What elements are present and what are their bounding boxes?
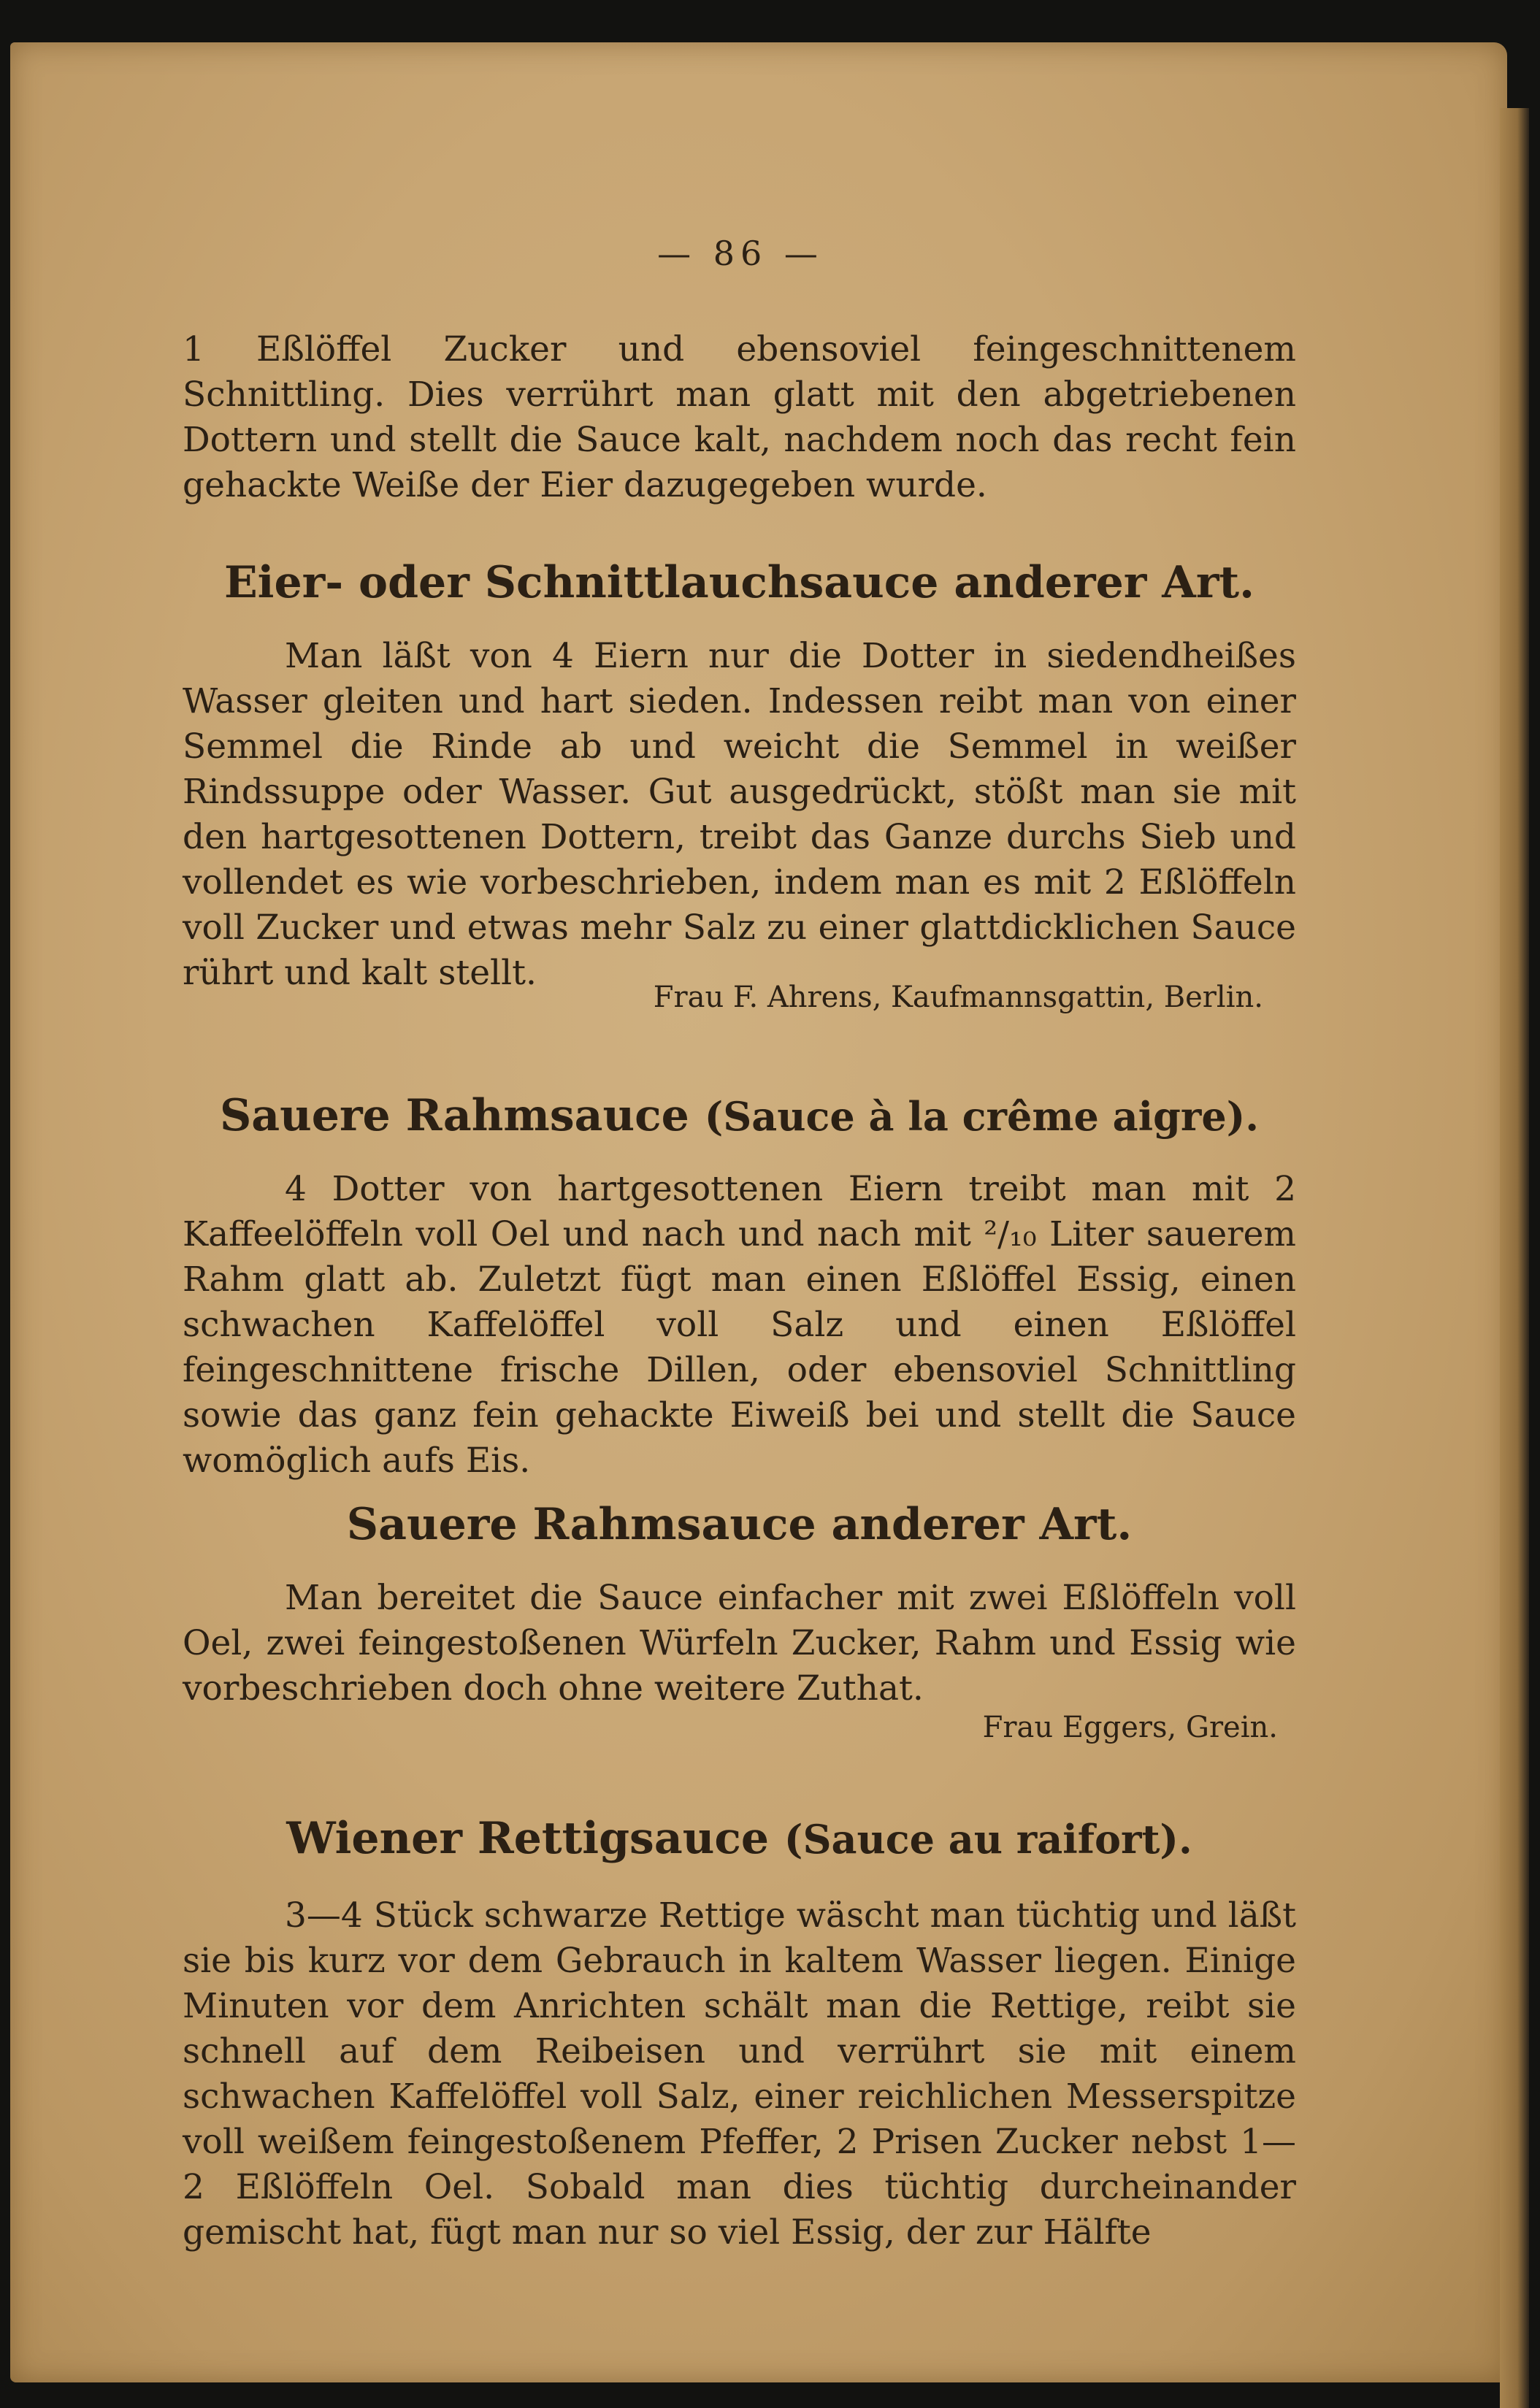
eier-sauce-credit: Frau F. Ahrens, Kaufmannsgattin, Berlin. xyxy=(653,981,1263,1014)
eier-sauce-paragraph: Man läßt von 4 Eiern nur die Dotter in siedendheißes Wasser gleiten und hart sieden. Indessen reibt man von einer Semmel die Rinde ab und weicht die Semmel in weißer Rindssuppe oder Wasser. Gut ausgedrückt, stößt man sie mit den hartgesottenen Dottern, treibt das Ganze durchs Sieb und vollendet es wie vorbeschrieben, indem man es mit 2 Eßlöffeln voll Zucker und etwas mehr Salz zu einer glattdicklichen Sauce rührt und kalt stellt. xyxy=(183,636,1296,993)
intro-paragraph: 1 Eßlöffel Zucker und ebensoviel feingeschnittenem Schnittling. Dies verrührt man glatt mit den abgetriebenen Dottern und stellt die Sauce kalt, nachdem noch das recht fein gehackte Weiße der Eier dazugegeben wurde. xyxy=(183,329,1296,505)
rettigsauce-paragraph: 3—4 Stück schwarze Rettige wäscht man tüchtig und läßt sie bis kurz vor dem Gebrauch in kaltem Wasser liegen. Einige Minuten vor dem Anrichten schält man die Rettige, reibt sie schnell auf dem Reibeisen und verrührt sie mit einem schwachen Kaffelöffel voll Salz, einer reichlichen Messerspitze voll weißem feingestoßenem Pfeffer, 2 Prisen Zucker nebst 1—2 Eßlöffeln Oel. Sobald man dies tüchtig durcheinander gemischt hat, fügt man nur so viel Essig, der zur Hälfte xyxy=(183,1895,1296,2252)
heading-rettigsauce-latin: (Sauce au raifort). xyxy=(784,1816,1192,1863)
heading-rahmsauce xyxy=(183,1086,1296,1146)
heading-rahmsauce-title: Sauere Rahmsauce xyxy=(219,1090,689,1141)
rahmsauce-anderer-credit: Frau Eggers, Grein. xyxy=(982,1711,1278,1744)
rahmsauce-paragraph: 4 Dotter von hartgesottenen Eiern treibt man mit 2 Kaffeelöffeln voll Oel und nach und nach mit ²/₁₀ Liter sauerem Rahm glatt ab. Zuletzt fügt man einen Eßlöffel Essig, einen schwachen Kaffelöffel voll Salz und einen Eßlöffel feingeschnittene frische Dillen, oder ebensoviel Schnittling sowie das ganz fein gehackte Eiweiß bei und stellt die Sauce womöglich aufs Eis. xyxy=(183,1169,1296,1481)
page-number: — 86 — xyxy=(657,234,824,273)
heading-rahmsauce-latin: (Sauce à la crême aigre). xyxy=(704,1093,1260,1140)
page-fold-shadow xyxy=(1500,108,1529,2408)
heading-rettigsauce xyxy=(183,1809,1296,1868)
rahmsauce-anderer-paragraph: Man bereitet die Sauce einfacher mit zwei Eßlöffeln voll Oel, zwei feingestoßenen Würfeln Zucker, Rahm und Essig wie vorbeschrieben doch ohne weitere Zuthat. xyxy=(183,1578,1296,1709)
heading-rahmsauce-anderer: Sauere Rahmsauce anderer Art. xyxy=(346,1499,1133,1550)
heading-rettigsauce-title: Wiener Rettigsauce xyxy=(286,1813,770,1864)
heading-eier-sauce: Eier- oder Schnittlauchsauce anderer Art. xyxy=(223,557,1255,608)
book-page xyxy=(10,42,1507,2382)
